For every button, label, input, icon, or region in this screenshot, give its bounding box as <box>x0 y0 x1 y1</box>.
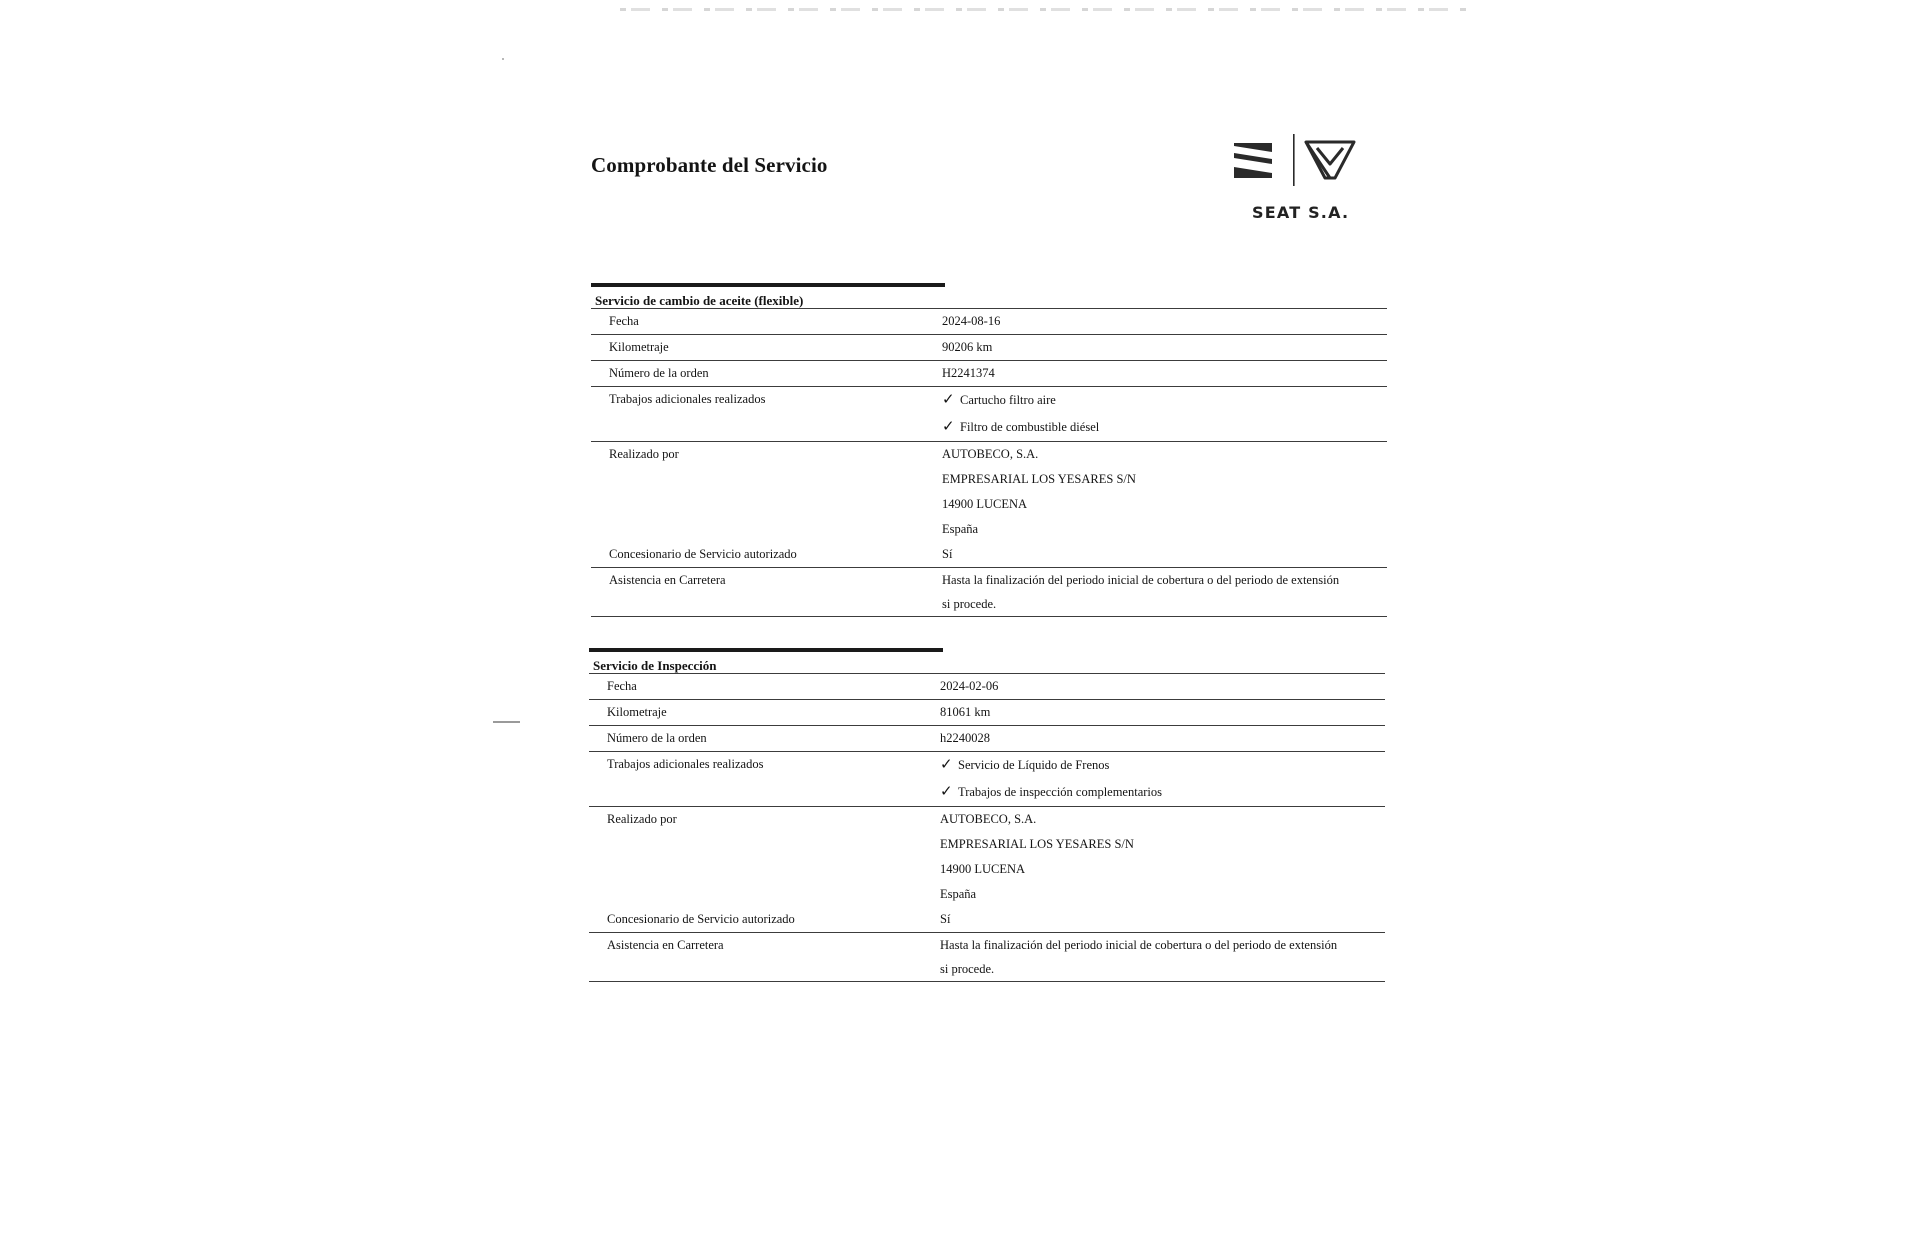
field-label: Realizado por <box>609 447 679 461</box>
field-value-orden: H2241374 <box>942 366 995 380</box>
section-title: Servicio de Inspección <box>593 658 717 673</box>
seat-logo-icon <box>1234 143 1272 178</box>
section-title: Servicio de cambio de aceite (flexible) <box>595 293 804 308</box>
field-label: Trabajos adicionales realizados <box>609 392 766 406</box>
field-label: Kilometraje <box>609 340 669 354</box>
address-line: España <box>940 887 977 901</box>
row-fecha <box>591 308 1387 334</box>
check-icon: ✓ <box>940 757 953 773</box>
field-value-kilometraje: 81061 km <box>940 705 991 719</box>
field-value-concesionario: Sí <box>940 912 951 926</box>
work-item <box>942 387 1387 414</box>
field-label: Trabajos adicionales realizados <box>607 757 764 771</box>
service-section-oil-change <box>591 283 1387 617</box>
field-label: Número de la orden <box>609 366 709 380</box>
address-line: EMPRESARIAL LOS YESARES S/N <box>940 837 1134 851</box>
row-realizado-por <box>589 806 1385 907</box>
address-line: España <box>942 522 979 536</box>
row-trabajos <box>591 386 1387 441</box>
address-line: AUTOBECO, S.A. <box>940 812 1037 826</box>
field-label: Número de la orden <box>607 731 707 745</box>
work-item <box>942 414 1387 441</box>
work-item-label: Cartucho filtro aire <box>960 393 1056 407</box>
document-title: Comprobante del Servicio <box>591 153 828 177</box>
section-end-rule <box>589 981 1385 982</box>
company-name: SEAT S.A. <box>1252 203 1350 222</box>
row-asistencia <box>589 932 1385 981</box>
work-item-label: Servicio de Líquido de Frenos <box>958 758 1110 772</box>
assistance-line: Hasta la finalización del periodo inicial de cobertura o del periodo de extensión <box>942 573 1340 587</box>
service-section-inspection <box>589 648 1385 982</box>
assistance-line: si procede. <box>940 962 995 976</box>
scan-artifact-dot <box>502 58 504 60</box>
field-label: Fecha <box>607 679 637 693</box>
row-kilometraje <box>589 699 1385 725</box>
address-line: 14900 LUCENA <box>940 862 1026 876</box>
row-kilometraje <box>591 334 1387 360</box>
field-value-fecha: 2024-08-16 <box>942 314 1001 328</box>
check-icon: ✓ <box>942 392 955 408</box>
field-value-fecha: 2024-02-06 <box>940 679 999 693</box>
address-line: EMPRESARIAL LOS YESARES S/N <box>942 472 1136 486</box>
assistance-line: si procede. <box>942 597 997 611</box>
field-label: Kilometraje <box>607 705 667 719</box>
address-line: 14900 LUCENA <box>942 497 1028 511</box>
brand-logos <box>1232 134 1360 186</box>
row-asistencia <box>591 567 1387 616</box>
address-line: AUTOBECO, S.A. <box>942 447 1039 461</box>
field-label: Realizado por <box>607 812 677 826</box>
row-concesionario <box>591 542 1387 567</box>
field-label: Concesionario de Servicio autorizado <box>607 912 795 926</box>
field-label: Asistencia en Carretera <box>607 938 724 952</box>
row-trabajos <box>589 751 1385 806</box>
field-value-concesionario: Sí <box>942 547 953 561</box>
scan-artifact-top <box>620 8 1470 11</box>
row-concesionario <box>589 907 1385 932</box>
check-icon: ✓ <box>940 784 953 800</box>
logo-divider <box>1293 134 1295 186</box>
work-item-label: Filtro de combustible diésel <box>960 420 1100 434</box>
field-label: Concesionario de Servicio autorizado <box>609 547 797 561</box>
field-value-orden: h2240028 <box>940 731 990 745</box>
row-realizado-por <box>591 441 1387 542</box>
work-item-label: Trabajos de inspección complementarios <box>958 785 1163 799</box>
field-label: Asistencia en Carretera <box>609 573 726 587</box>
row-numero-orden <box>589 725 1385 751</box>
scan-artifact-dash <box>493 721 520 723</box>
check-icon: ✓ <box>942 419 955 435</box>
cupra-logo-icon <box>1306 142 1354 178</box>
work-item <box>940 779 1385 806</box>
assistance-line: Hasta la finalización del periodo inicial de cobertura o del periodo de extensión <box>940 938 1338 952</box>
field-label: Fecha <box>609 314 639 328</box>
row-fecha <box>589 673 1385 699</box>
work-item <box>940 752 1385 779</box>
row-numero-orden <box>591 360 1387 386</box>
field-value-kilometraje: 90206 km <box>942 340 993 354</box>
section-end-rule <box>591 616 1387 617</box>
